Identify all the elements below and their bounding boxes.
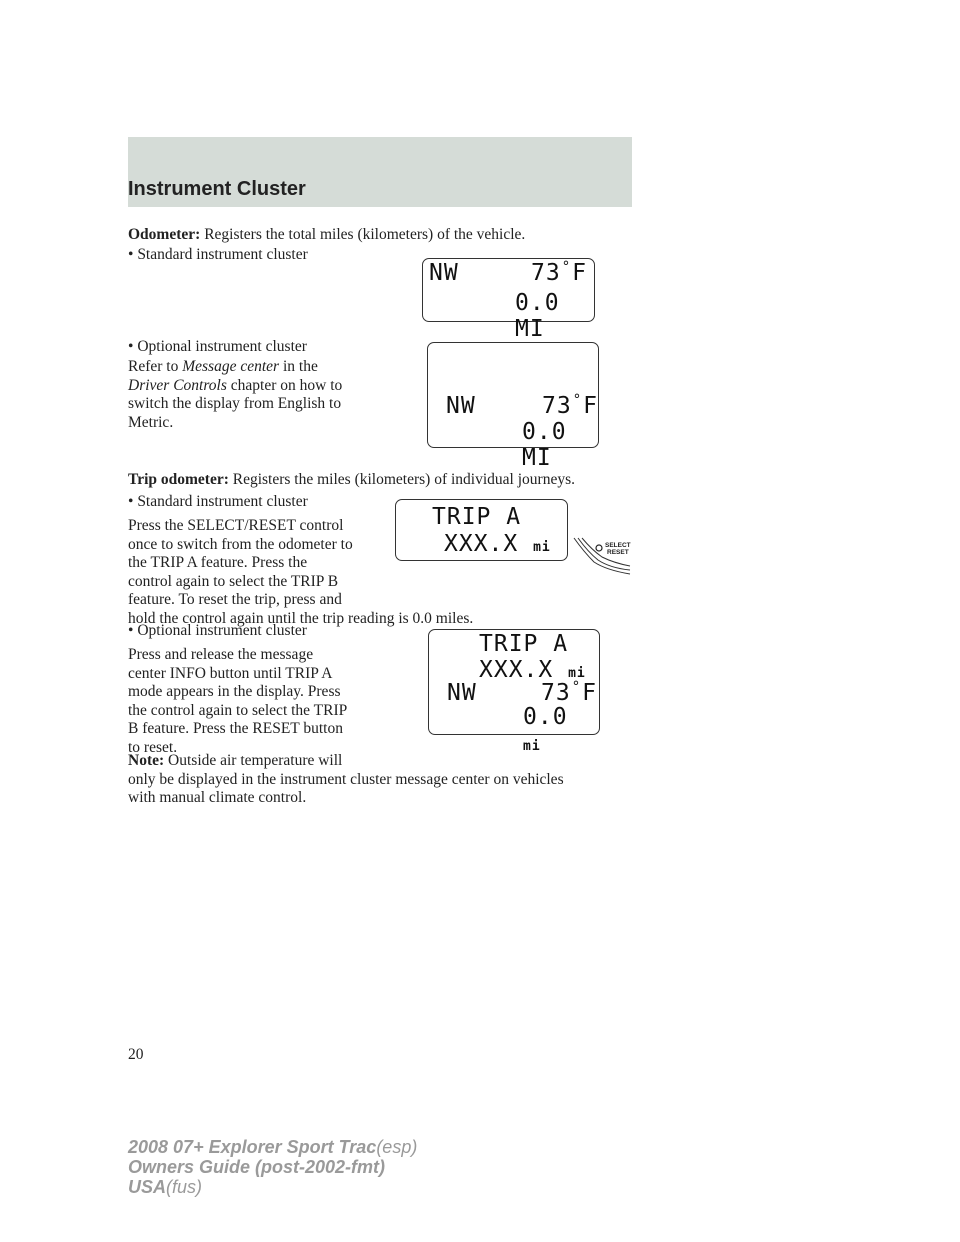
odometer-optional-display	[427, 342, 599, 471]
degree-icon: °	[561, 259, 572, 275]
text-line: the TRIP A feature. Press the	[128, 554, 308, 571]
trip-unit: mi	[568, 666, 586, 681]
footer-market: USA	[128, 1177, 167, 1197]
document-footer	[128, 1137, 417, 1197]
temp-value: 73	[531, 260, 561, 286]
note-paragraph	[128, 752, 564, 808]
select-reset-control-icon	[570, 530, 634, 578]
refer-suffix: chapter on how to	[230, 376, 343, 394]
trip-readout	[444, 531, 551, 557]
section-title: Instrument Cluster	[128, 178, 306, 200]
odometer-readout	[523, 704, 599, 756]
trip-value: XXX.X	[479, 657, 554, 683]
select-label: SELECT	[605, 542, 631, 549]
degree-icon: °	[572, 392, 583, 408]
text-line: center INFO button until TRIP A	[128, 664, 333, 682]
trip-standard-display	[395, 499, 568, 561]
refer-line: switch the display from English to	[128, 395, 342, 412]
trip-standard-bullet: • Standard instrument cluster	[128, 493, 308, 510]
odometer-standard-display	[422, 258, 595, 342]
trip-title: TRIP A	[479, 631, 569, 657]
odometer-text: Registers the total miles (kilometers) of the vehicle.	[204, 226, 526, 243]
text-line: with manual climate control.	[128, 789, 307, 806]
bullet-text: Standard instrument cluster	[137, 246, 308, 263]
text-line: mode appears in the display. Press	[128, 683, 341, 700]
odometer-readout: 0.0 MI	[522, 419, 567, 471]
odometer-label: Odometer:	[128, 226, 201, 243]
note-label: Note:	[128, 752, 165, 769]
text-line: the control again to select the TRIP	[128, 701, 348, 719]
trip-unit: mi	[533, 540, 551, 555]
trip-optional-bullet: • Optional instrument cluster	[128, 622, 307, 639]
bullet-text: Standard instrument cluster	[137, 493, 308, 510]
trip-paragraph	[128, 471, 575, 490]
text-line: Press the SELECT/RESET control	[128, 517, 344, 534]
temperature-readout	[531, 260, 587, 286]
text-line: to reset.	[128, 738, 178, 756]
temp-value: 73	[541, 680, 571, 706]
text-line: once to switch from the odometer to	[128, 535, 353, 553]
temperature-readout	[541, 680, 597, 706]
trip-label: Trip odometer:	[128, 471, 229, 488]
degree-icon: °	[571, 679, 582, 695]
footer-model: 2008 07+ Explorer Sport Trac	[128, 1137, 377, 1157]
compass-readout: NW	[447, 680, 477, 706]
refer-paragraph	[128, 358, 342, 432]
odometer-optional-bullet: • Optional instrument cluster	[128, 338, 307, 355]
temp-value: 73	[542, 393, 572, 419]
trip-title: TRIP A	[432, 504, 522, 530]
temp-unit: F	[583, 393, 598, 419]
footer-model-code: (esp)	[376, 1137, 418, 1157]
text-line: B feature. Press the RESET button	[128, 720, 343, 737]
refer-mid: in the	[282, 358, 318, 375]
trip-optional-instructions	[128, 646, 347, 757]
refer-link-message-center: Message center	[182, 358, 280, 375]
temp-unit: F	[582, 680, 597, 706]
odo-unit: mi	[523, 739, 541, 754]
temperature-readout	[542, 393, 598, 419]
text-line: control again to select the TRIP B	[128, 572, 339, 590]
trip-optional-display	[428, 629, 600, 754]
compass-readout: NW	[446, 393, 476, 419]
bullet-text: Optional instrument cluster	[137, 622, 307, 639]
odometer-paragraph	[128, 226, 525, 245]
trip-text: Registers the miles (kilometers) of individual journeys.	[232, 471, 575, 488]
refer-prefix: Refer to	[128, 358, 179, 375]
text-line: feature. To reset the trip, press and	[128, 591, 342, 608]
text-line: only be displayed in the instrument cluster message center on vehicles	[128, 770, 564, 788]
trip-value: XXX.X	[444, 531, 519, 557]
odometer-standard-bullet: • Standard instrument cluster	[128, 246, 308, 263]
reset-label: RESET	[607, 549, 629, 556]
text-line: hold the control again until the trip reading is 0.0 miles.	[128, 609, 474, 627]
refer-line: Metric.	[128, 413, 174, 431]
refer-link-driver-controls: Driver Controls	[128, 376, 227, 394]
bullet-text: Optional instrument cluster	[137, 338, 307, 355]
footer-guide: Owners Guide (post-2002-fmt)	[128, 1157, 386, 1177]
odometer-readout: 0.0 MI	[515, 290, 560, 342]
text-line: Outside air temperature will	[168, 752, 343, 769]
footer-market-code: (fus)	[166, 1177, 203, 1197]
text-line: Press and release the message	[128, 646, 314, 663]
compass-readout: NW	[429, 260, 459, 286]
page-number: 20	[128, 1046, 144, 1063]
temp-unit: F	[572, 260, 587, 286]
odo-value: 0.0	[523, 704, 568, 730]
